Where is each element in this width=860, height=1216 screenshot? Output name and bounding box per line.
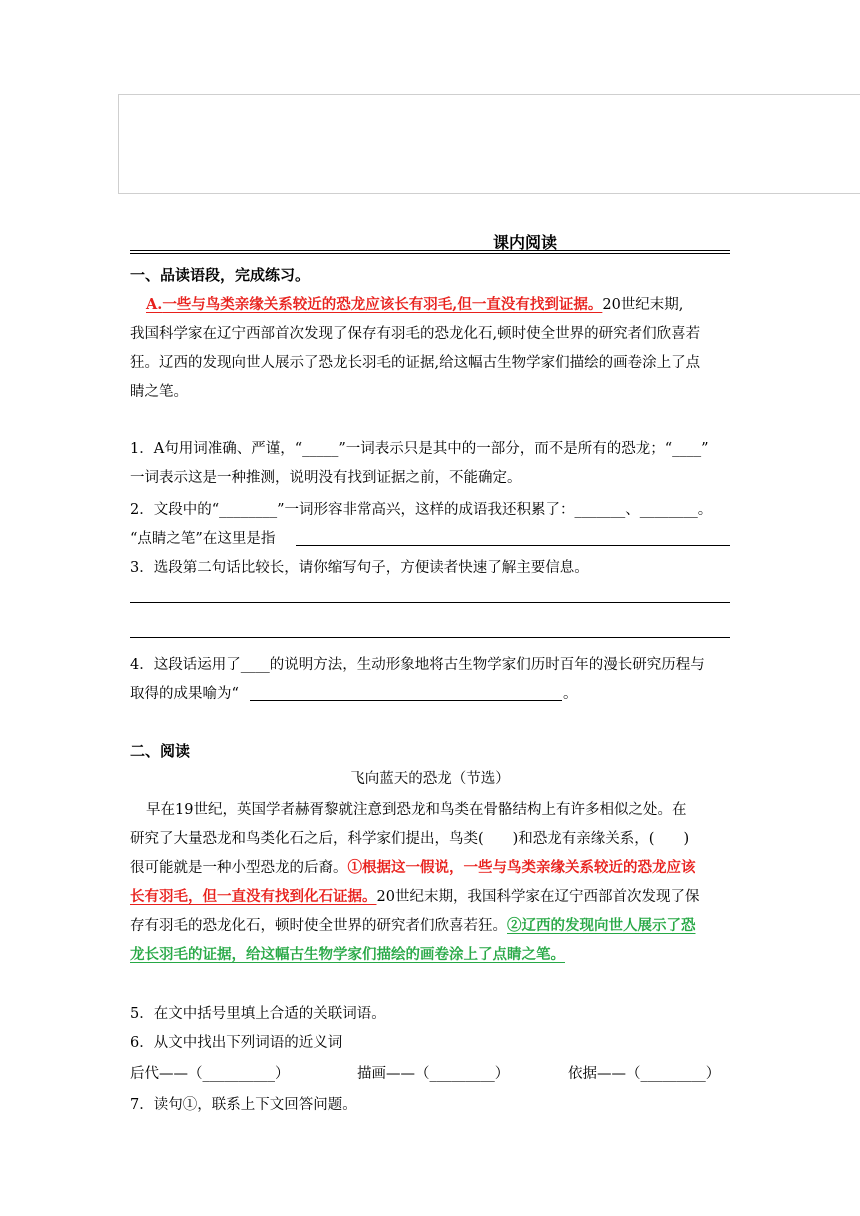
q3-answer-line-2[interactable] (130, 637, 730, 638)
para-highlight: 一些与鸟类亲缘关系较近的恐龙应该长有羽毛,但一直没有找到证据。 (162, 296, 603, 313)
article-title: 飞向蓝天的恐龙（节选） (350, 771, 510, 787)
section1-para-line2: 我国科学家在辽宁西部首次发现了保存有羽毛的恐龙化石,顿时使全世界的研究者们欣喜若 (130, 326, 701, 342)
question-4-line2-pre: 取得的成果喻为“ (130, 686, 239, 702)
synonym-3[interactable]: 依据——（_________） (568, 1066, 721, 1082)
sentence-1-end: 长有羽毛，但一直没有找到化石证据。 (130, 888, 377, 905)
article-line3 (130, 856, 696, 877)
question-3: 3．选段第二句话比较长，请你缩写句子，方便读者快速了解主要信息。 (130, 560, 589, 576)
q2-answer-line[interactable] (296, 545, 730, 546)
question-5: 5．在文中括号里填上合适的关联词语。 (130, 1006, 386, 1022)
article-line5 (130, 914, 696, 935)
section1-para-line1 (146, 293, 683, 314)
article-line6 (130, 943, 565, 964)
question-2-line2: “点睛之笔”在这里是指 (130, 531, 276, 547)
question-6: 6．从文中找出下列词语的近义词 (130, 1035, 343, 1051)
article-line3-plain: 很可能就是一种小型恐龙的后裔。 (130, 860, 348, 876)
section1-para-line4: 睛之笔。 (130, 384, 188, 400)
sentence-2-end: 龙长羽毛的证据，给这幅古生物学家们描绘的画卷涂上了点睛之笔。 (130, 946, 565, 963)
header-box (118, 94, 860, 194)
title-rule-top (130, 250, 730, 251)
q3-answer-line-1[interactable] (130, 602, 730, 603)
article-line1: 早在19世纪，英国学者赫胥黎就注意到恐龙和鸟类在骨骼结构上有许多相似之处。在 (146, 802, 687, 818)
article-line4 (130, 885, 699, 906)
para-line1-rest: 20世纪末期, (602, 297, 684, 313)
q4-answer-line[interactable] (250, 700, 562, 701)
section1-para-line3: 狂。辽西的发现向世人展示了恐龙长羽毛的证据,给这幅古生物学家们描绘的画卷涂上了点 (130, 355, 701, 371)
page-title: 课内阅读 (492, 233, 557, 252)
synonym-1[interactable]: 后代——（__________） (130, 1066, 290, 1082)
question-1-line1: 1．A句用词准确、严谨，“_____”一词表示只是其中的一部分，而不是所有的恐龙；“____” (130, 441, 709, 457)
article-line2: 研究了大量恐龙和鸟类化石之后，科学家们提出，鸟类( )和恐龙有亲缘关系，( ) (130, 831, 690, 847)
article-line5-plain: 存有羽毛的恐龙化石，顿时使全世界的研究者们欣喜若狂。 (130, 918, 507, 934)
question-4-line2-post: 。 (563, 686, 578, 702)
sentence-2-start: ②辽西的发现向世人展示了恐 (507, 917, 696, 934)
title-rule-bottom (130, 253, 730, 254)
article-line4-plain: 20世纪末期，我国科学家在辽宁西部首次发现了保 (376, 889, 700, 905)
question-4-line1: 4．这段话运用了____的说明方法，生动形象地将古生物学家们历时百年的漫长研究历程与 (130, 657, 705, 673)
section2-heading: 二、阅读 (130, 742, 191, 760)
question-2-line1: 2．文段中的“________”一词形容非常高兴，这样的成语我还积累了：_______、________。 (130, 502, 713, 518)
question-7: 7．读句①，联系上下文回答问题。 (130, 1097, 357, 1113)
sentence-1-start: ①根据这一假说，一些与鸟类亲缘关系较近的恐龙应该 (347, 859, 696, 876)
para-label: A. (146, 296, 163, 313)
synonym-2[interactable]: 描画——（_________） (357, 1066, 510, 1082)
section1-heading: 一、品读语段，完成练习。 (130, 266, 311, 284)
question-1-line2: 一词表示这是一种推测，说明没有找到证据之前，不能确定。 (130, 470, 522, 486)
